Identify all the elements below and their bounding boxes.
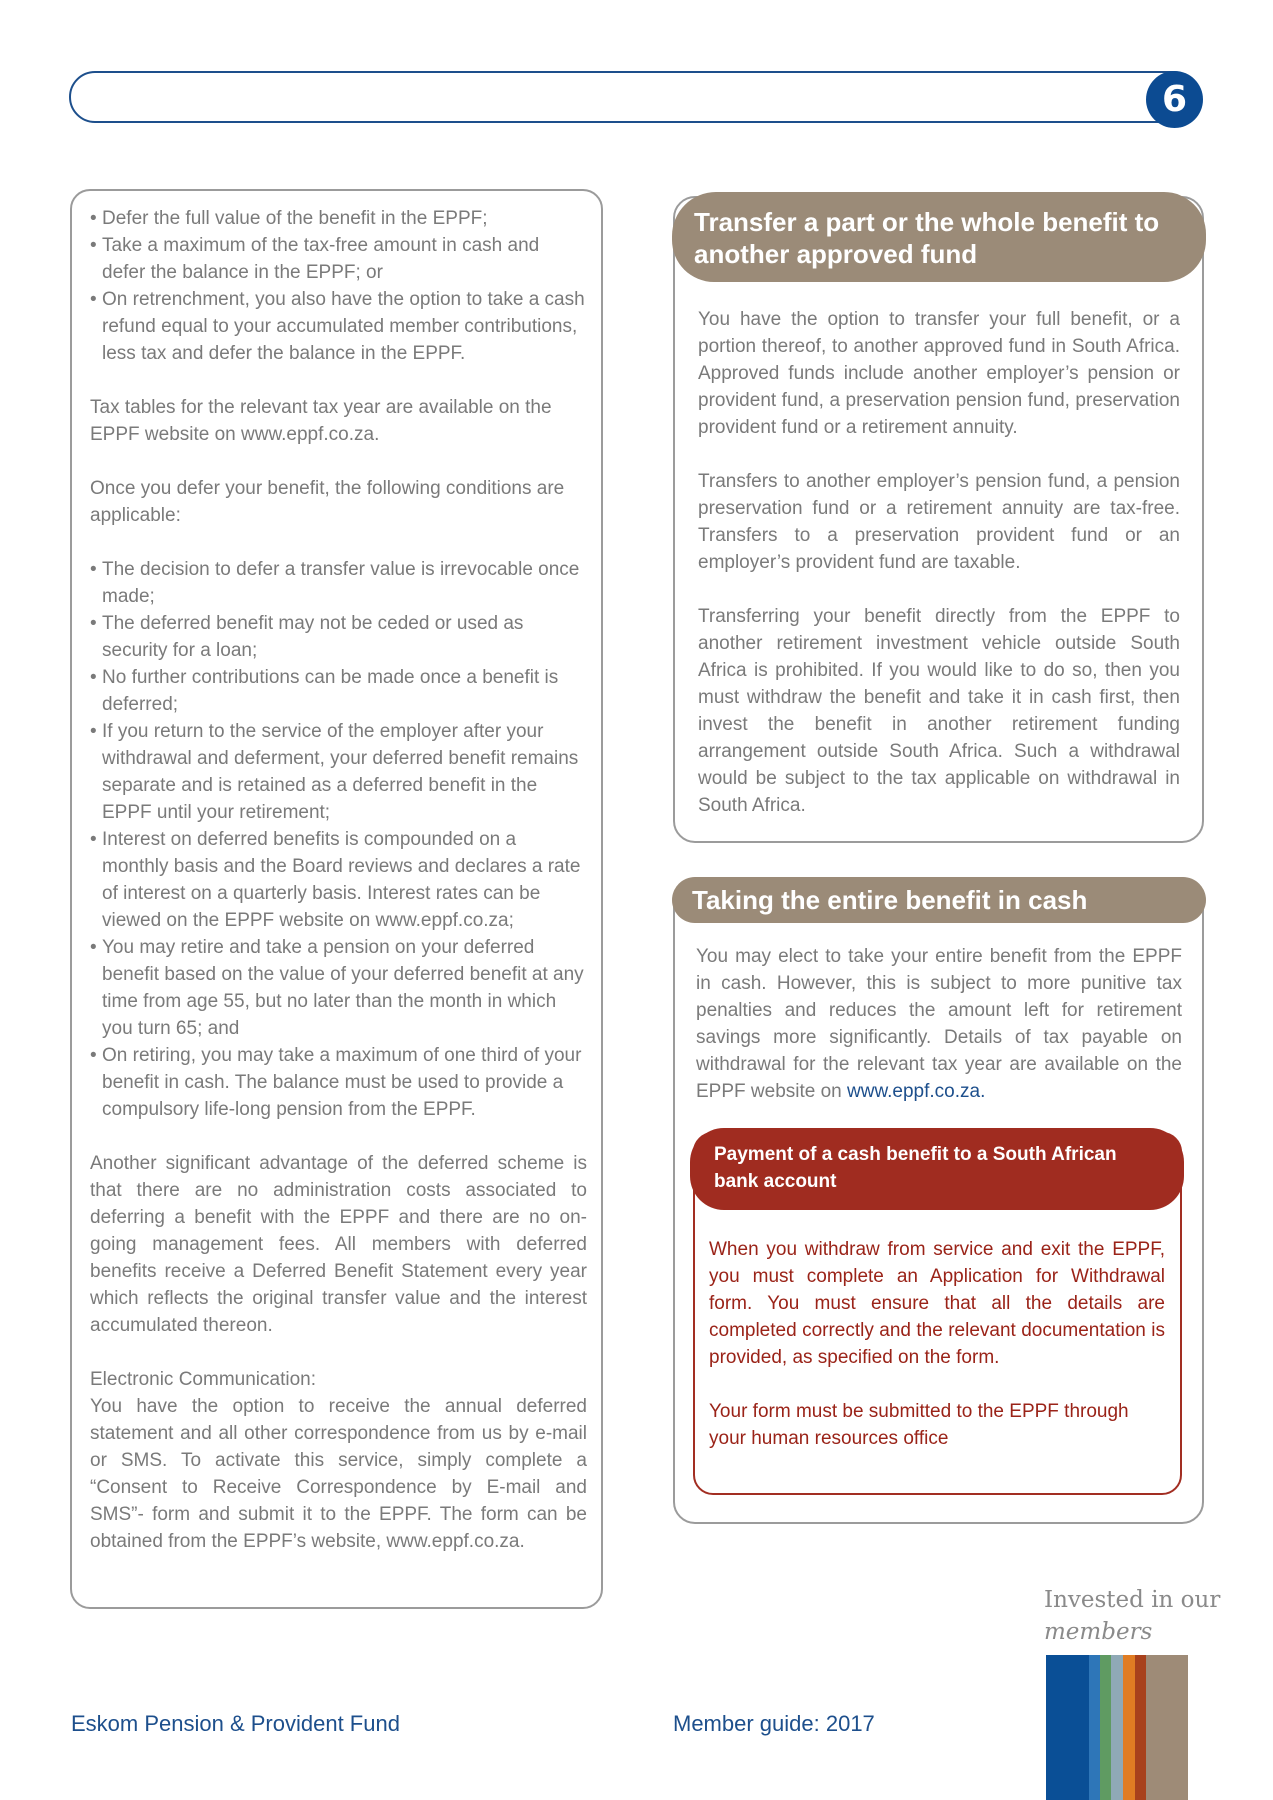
- payment-box-body: [709, 1236, 1165, 1452]
- list-item: • The deferred benefit may not be ceded or used as security for a loan;: [90, 610, 587, 664]
- list-item: • The decision to defer a transfer value is irrevocable once made;: [90, 556, 587, 610]
- cash-card-body: [696, 943, 1182, 1105]
- list-item: • If you return to the service of the employer after your withdrawal and deferment, your deferred benefit remains separate and is retained as a deferred benefit in the EPPF until your retirement;: [90, 718, 587, 826]
- list-item: • Take a maximum of the tax-free amount in cash and defer the balance in the EPPF; or: [90, 232, 587, 286]
- logo-stripes: [1046, 1655, 1188, 1800]
- conditions-list: [90, 556, 587, 1123]
- list-item: • On retiring, you may take a maximum of one third of your benefit in cash. The balance must be used to provide a compulsory life-long pension from the EPPF.: [90, 1042, 587, 1123]
- deferred-benefit-box: [70, 189, 603, 1609]
- stripe: [1100, 1655, 1111, 1800]
- list-item: • No further contributions can be made once a benefit is deferred;: [90, 664, 587, 718]
- transfer-card-body: [698, 306, 1180, 819]
- stripe: [1135, 1655, 1146, 1800]
- cash-p1-text: You may elect to take your entire benefit from the EPPF in cash. However, this is subject to more punitive tax penalties and reduces the amount left for retirement savings more significantly. Details of tax payable on withdrawal for the relevant tax year are available on the EPPF website on: [696, 946, 1182, 1102]
- payment-box-title: Payment of a cash benefit to a South African bank account: [690, 1128, 1184, 1210]
- electronic-text: You have the option to receive the annual deferred statement and all other correspondence from us by e-mail or SMS. To activate this service, simply complete a “Consent to Receive Correspondence by E-mail and SMS”- form and submit it to the EPPF. The form can be obtained from the EPPF’s website, www.eppf.co.za.: [90, 1396, 587, 1552]
- eppf-website-link[interactable]: www.eppf.co.za.: [847, 1081, 986, 1102]
- logo-line1: Invested in our: [1044, 1587, 1221, 1613]
- transfer-p2: Transfers to another employer’s pension fund, a pension preservation fund or a retirement annuity are tax-free. Transfers to a preservation provident fund or an employer’s provident fund are taxable.: [698, 471, 1180, 573]
- stripe: [1111, 1655, 1123, 1800]
- transfer-p1: You have the option to transfer your full benefit, or a portion thereof, to another approved fund in South Africa. Approved funds include another employer’s pension or provident fund, a preservation pension fund, preservation provident fund or a retirement annuity.: [698, 309, 1180, 438]
- list-item: • Defer the full value of the benefit in the EPPF;: [90, 205, 587, 232]
- page-number-badge: 6: [1146, 71, 1203, 128]
- cash-p1: [696, 943, 1182, 1105]
- logo-tagline: [1044, 1584, 1220, 1648]
- advantage-text: Another significant advantage of the deferred scheme is that there are no administration costs associated to deferring a benefit with the EPPF and there are no on-going management fees. All members with deferred benefits receive a Deferred Benefit Statement every year which reflects the original transfer value and the interest accumulated thereon.: [90, 1153, 587, 1336]
- list-item: • You may retire and take a pension on your deferred benefit based on the value of your deferred benefit at any time from age 55, but no later than the month in which you turn 65; and: [90, 934, 587, 1042]
- footer-guide-title: Member guide: 2017: [673, 1711, 875, 1736]
- transfer-card-title: Transfer a part or the whole benefit to another approved fund: [672, 192, 1206, 282]
- transfer-p3: Transferring your benefit directly from the EPPF to another retirement investment vehicle outside South Africa is prohibited. If you would like to do so, then you must withdraw the benefit and take it in cash first, then invest the benefit in another retirement funding arrangement outside South Africa. Such a withdrawal would be subject to the tax applicable on withdrawal in South Africa.: [698, 606, 1180, 816]
- payment-p2: Your form must be submitted to the EPPF through your human resources office: [709, 1401, 1129, 1449]
- footer-fund-name: Eskom Pension & Provident Fund: [71, 1711, 400, 1736]
- cash-card-title: Taking the entire benefit in cash: [672, 877, 1206, 923]
- electronic-heading: Electronic Communication:: [90, 1369, 316, 1390]
- stripe: [1089, 1655, 1100, 1800]
- list-item: • Interest on deferred benefits is compounded on a monthly basis and the Board reviews and declares a rate of interest on a quarterly basis. Interest rates can be viewed on the EPPF website on www.eppf.co.za;: [90, 826, 587, 934]
- stripe: [1046, 1655, 1089, 1800]
- logo-line2: members: [1044, 1619, 1153, 1645]
- list-item: • On retrenchment, you also have the option to take a cash refund equal to your accumulated member contributions, less tax and defer the balance in the EPPF.: [90, 286, 587, 367]
- stripe: [1146, 1655, 1188, 1800]
- payment-p1: When you withdraw from service and exit the EPPF, you must complete an Application for Withdrawal form. You must ensure that all the details are completed correctly and the relevant documentation is provided, as specified on the form.: [709, 1239, 1165, 1368]
- conditions-intro: Once you defer your benefit, the following conditions are applicable:: [90, 478, 565, 526]
- options-list: [90, 205, 587, 367]
- header-bar: [69, 71, 1199, 123]
- stripe: [1123, 1655, 1135, 1800]
- tax-tables-text: Tax tables for the relevant tax year are available on the EPPF website on www.eppf.co.za.: [90, 397, 552, 445]
